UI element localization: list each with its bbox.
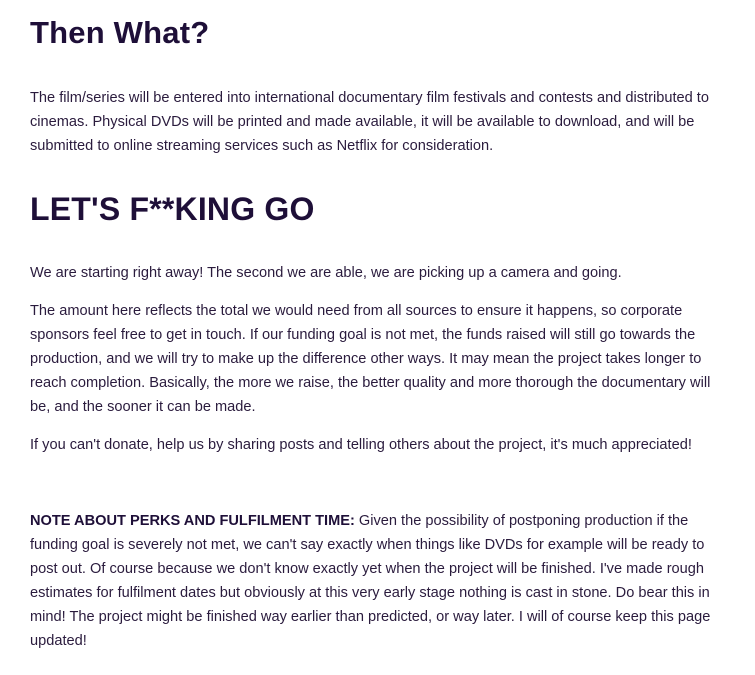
paragraph-starting: We are starting right away! The second we are able, we are picking up a camera and going. (30, 265, 622, 281)
paragraph-funding: The amount here reflects the total we would need from all sources to ensure it happens, so corporate sponsors feel free to get in touch. If our funding goal is not met, the funds raised will still go towards the production, and we will try to make up the difference other ways. It may mean the project takes longer to reach completion. Basically, the more we raise, the better quality and more thorough the documentary will be, and the sooner it can be made. (30, 303, 711, 415)
note-text: Given the possibility of postponing production if the funding goal is severely not met, we can't say exactly when things like DVDs for example will be ready to post out. Of course because we don't know exactly yet when the project will be finished. I've made rough estimates for fulfilment dates but obviously at this very early stage nothing is cast in stone. Do bear this in mind! The project might be finished way earlier than predicted, or way later. I will of course keep this page updated! (30, 513, 711, 649)
paragraph-share: If you can't donate, help us by sharing posts and telling others about the project, it's much appreciated! (30, 437, 692, 453)
note-label: NOTE ABOUT PERKS AND FULFILMENT TIME: (30, 513, 355, 529)
paragraph-distribution: The film/series will be entered into international documentary film festivals and contests and distributed to cinemas. Physical DVDs will be printed and made available, it will be available to download, and will be submitted to online streaming services such as Netflix for consideration. (30, 90, 709, 154)
paragraph-note (30, 509, 730, 653)
section-heading-then-what: Then What? (30, 15, 210, 50)
section-heading-lets-go: LET'S F**KING GO (30, 191, 315, 227)
